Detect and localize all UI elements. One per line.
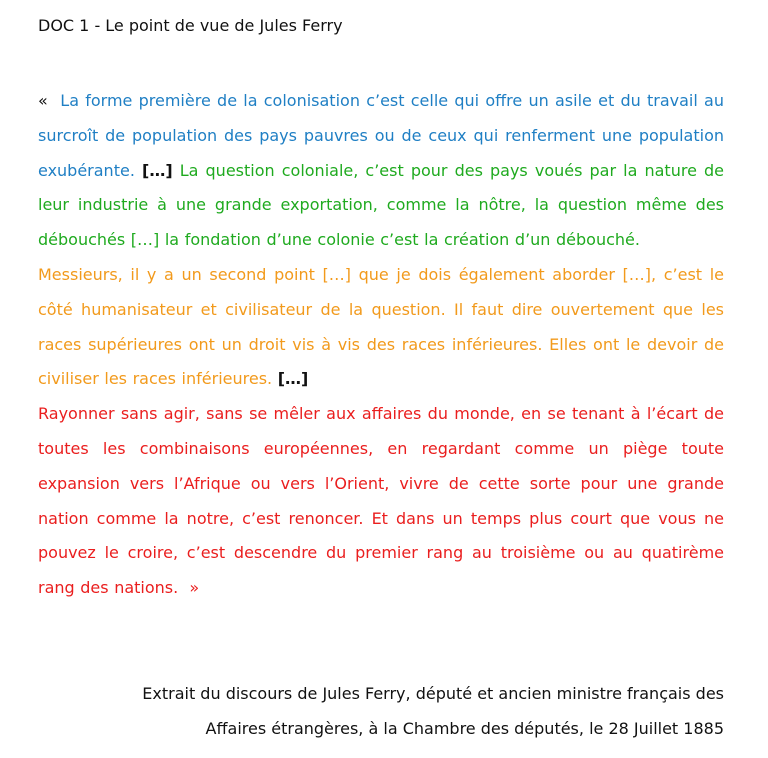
quote-orange-text: Messieurs, il y a un second point […] que je dois également aborder […], c’est le côté humanisateur et civilisateur de la question. Il faut dire ouvertement que les races supérieures ont un droit vis à vis des races inférieures. Elles ont le devoir de civiliser les races inférieures. (38, 264, 724, 389)
close-quote-mark: » (189, 578, 200, 598)
source-line-2: Affaires étrangères, à la Chambre des députés, le 28 Juillet 1885 (205, 718, 724, 738)
quote-red-text: Rayonner sans agir, sans se mêler aux affaires du monde, en se tenant à l’écart de toutes les combinaisons européennes, en regardant comme un piège toute expansion vers l’Afrique ou vers l’Orient, vivre de cette sorte pour une grande nation comme la notre, c’est renoncer. Et dans un temps plus court que vous ne pouvez le croire, c’est descendre du premier rang au troisième ou au quatirème rang des nations. (38, 404, 724, 598)
quote-paragraph-2 (38, 258, 724, 397)
quote-ellipsis-2: […] (277, 369, 309, 389)
source-citation (38, 677, 724, 747)
quote-paragraph-1 (38, 84, 724, 258)
quote-blue-text: La forme première de la colonisation c’est celle qui offre un asile et du travail au surcroît de population des pays pauvres ou de ceux qui renferment une population exubérante. (38, 91, 725, 180)
quote-ellipsis-1: […] (142, 160, 173, 180)
source-line-1: Extrait du discours de Jules Ferry, député et ancien ministre français des (142, 684, 724, 703)
quote-paragraph-3 (38, 397, 724, 606)
quote-green-text: La question coloniale, c’est pour des pays voués par la nature de leur industrie à une grande exportation, comme la nôtre, la question même des débouchés […] la fondation d’une colonie c’est la création d’un débouché. (38, 160, 724, 250)
open-quote-mark: « (38, 91, 48, 110)
document-title: DOC 1 - Le point de vue de Jules Ferry (38, 16, 343, 35)
quotation (38, 84, 724, 606)
